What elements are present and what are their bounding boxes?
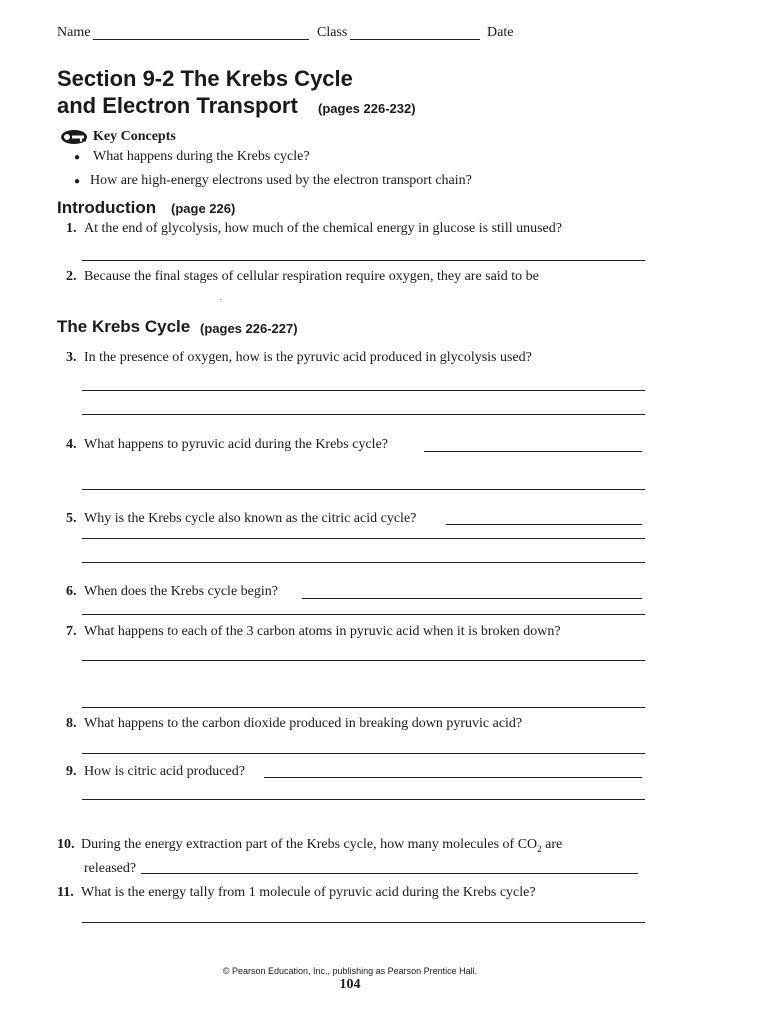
question-number: 4.	[66, 437, 77, 452]
answer-line[interactable]	[302, 598, 642, 599]
question-text: What happens to the carbon dioxide produced in breaking down pyruvic acid?	[84, 716, 523, 731]
answer-line[interactable]	[82, 260, 645, 261]
bullet-icon: ●	[74, 152, 81, 163]
page-number: 104	[339, 977, 361, 992]
date-label: Date	[487, 25, 514, 40]
copyright-notice: © Pearson Education, Inc., publishing as Pearson Prentice Hall.	[222, 966, 478, 976]
answer-line[interactable]	[82, 660, 645, 661]
answer-line[interactable]	[82, 538, 645, 539]
answer-line[interactable]	[82, 489, 645, 490]
section-title-line1: Section 9-2 The Krebs Cycle	[57, 66, 353, 91]
key-icon	[60, 128, 90, 151]
key-concept-item: How are high-energy electrons used by the electron transport chain?	[90, 173, 472, 188]
class-label: Class	[317, 25, 348, 40]
answer-line[interactable]	[446, 524, 642, 525]
answer-line[interactable]	[82, 562, 645, 563]
answer-line[interactable]	[82, 390, 645, 391]
question-number: 11.	[57, 885, 74, 900]
question-trail: .	[220, 293, 222, 302]
question-text: During the energy extraction part of the Krebs cycle, how many molecules of $CO_2$ are	[81, 837, 563, 854]
answer-line[interactable]	[82, 799, 645, 800]
question-text: What happens to each of the 3 carbon atoms in pyruvic acid when it is broken down?	[84, 624, 561, 639]
question-number: 10.	[57, 837, 75, 852]
krebs-pages: (pages 226-227)	[200, 321, 298, 336]
question-number: 7.	[66, 624, 77, 639]
answer-line[interactable]	[264, 777, 642, 778]
answer-line[interactable]	[82, 922, 645, 923]
section-title-line2: and Electron Transport	[57, 93, 298, 118]
question-text: At the end of glycolysis, how much of the chemical energy in glucose is still unused?	[84, 221, 562, 236]
question-number: 8.	[66, 716, 77, 731]
subscript-2: 2	[537, 843, 542, 854]
key-concept-item: What happens during the Krebs cycle?	[93, 149, 310, 164]
question-text: How is citric acid produced?	[84, 764, 245, 779]
class-field[interactable]	[350, 39, 480, 40]
question-text: When does the Krebs cycle begin?	[84, 584, 278, 599]
question-number: 5.	[66, 511, 77, 526]
question-number: 2.	[66, 269, 77, 284]
answer-line[interactable]	[82, 753, 645, 754]
introduction-pages: (page 226)	[171, 201, 236, 216]
answer-line[interactable]	[82, 707, 645, 708]
question-text: What happens to pyruvic acid during the Krebs cycle?	[84, 437, 389, 452]
question-text: What is the energy tally from 1 molecule of pyruvic acid during the Krebs cycle?	[81, 885, 536, 900]
question-text: Why is the Krebs cycle also known as the citric acid cycle?	[84, 511, 417, 526]
krebs-heading: The Krebs Cycle	[57, 317, 191, 336]
question-number: 1.	[66, 221, 77, 236]
question-text: In the presence of oxygen, how is the pyruvic acid produced in glycolysis used?	[84, 350, 532, 365]
name-label: Name	[57, 25, 91, 40]
question-number: 3.	[66, 350, 77, 365]
question-number: 6.	[66, 584, 77, 599]
answer-line[interactable]	[424, 451, 642, 452]
key-concepts-label: Key Concepts	[93, 129, 176, 144]
question-text-continued: released?	[84, 861, 137, 876]
section-pages: (pages 226-232)	[318, 101, 416, 116]
answer-line[interactable]	[82, 414, 645, 415]
answer-line[interactable]	[82, 614, 645, 615]
question-number: 9.	[66, 764, 77, 779]
bullet-icon: ●	[74, 176, 81, 187]
answer-line[interactable]	[141, 873, 638, 874]
question-text: Because the final stages of cellular respiration require oxygen, they are said to be	[84, 269, 539, 284]
introduction-heading: Introduction	[57, 198, 157, 217]
name-field[interactable]	[93, 39, 309, 40]
